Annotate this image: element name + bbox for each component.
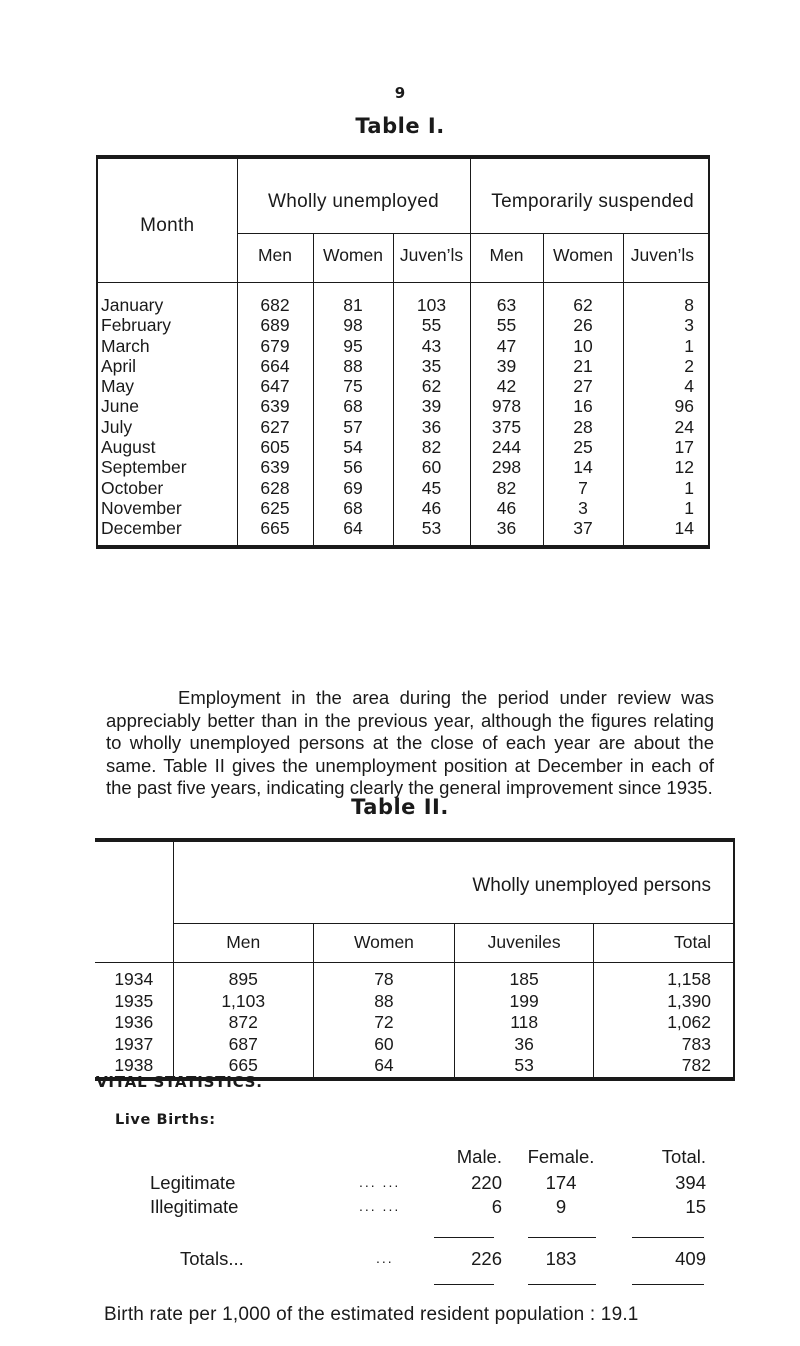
month-cell: June: [97, 396, 237, 416]
table-row: [97, 376, 709, 396]
value-cell: 57: [313, 417, 393, 437]
table-row: [95, 991, 734, 1013]
value-cell: 375: [470, 417, 543, 437]
table-row: [97, 315, 709, 335]
value-cell: 639: [237, 396, 313, 416]
value-cell: 62: [393, 376, 470, 396]
month-cell: February: [97, 315, 237, 335]
value-cell: 185: [455, 963, 594, 991]
sum-rule: [528, 1237, 596, 1238]
value-cell: 60: [393, 457, 470, 477]
month-cell: August: [97, 437, 237, 457]
value-cell: 46: [393, 498, 470, 518]
value-cell: 783: [681, 1033, 711, 1054]
month-cell: October: [97, 478, 237, 498]
value-cell: 8: [684, 295, 695, 315]
table-row: [97, 457, 709, 477]
value-cell: 16: [543, 396, 623, 416]
female-header: Female.: [527, 1146, 595, 1167]
value-cell: 56: [313, 457, 393, 477]
value-cell: 689: [237, 315, 313, 335]
illegitimate-female: 9: [555, 1196, 567, 1217]
value-cell: 39: [393, 396, 470, 416]
totals-male: 226: [471, 1248, 502, 1269]
value-cell: 46: [470, 498, 543, 518]
month-cell: September: [97, 457, 237, 477]
value-cell: 82: [470, 478, 543, 498]
value-cell: 26: [543, 315, 623, 335]
table-row: [95, 1012, 734, 1034]
value-cell: 1,062: [667, 1012, 711, 1033]
sum-rule: [434, 1237, 494, 1238]
total-rule: [434, 1284, 494, 1285]
col-header: Men: [237, 234, 313, 283]
value-cell: 54: [313, 437, 393, 457]
page-number: 9: [394, 84, 406, 102]
value-cell: 647: [237, 376, 313, 396]
table-row: [97, 498, 709, 518]
male-header: Male.: [456, 1146, 502, 1167]
col-header: Women: [313, 924, 454, 963]
month-cell: January: [97, 283, 237, 316]
value-cell: 605: [237, 437, 313, 457]
legitimate-female: 174: [545, 1172, 577, 1193]
col-header: Women: [543, 234, 623, 283]
value-cell: 45: [393, 478, 470, 498]
value-cell: 39: [470, 356, 543, 376]
value-cell: 36: [455, 1034, 594, 1056]
table-row: [97, 283, 709, 316]
year-cell: 1935: [95, 991, 173, 1013]
legitimate-label: Legitimate: [150, 1172, 236, 1193]
value-cell: 53: [393, 518, 470, 546]
birth-rate-line: Birth rate per 1,000 of the estimated resident population : 19.1: [104, 1304, 639, 1325]
value-cell: 25: [543, 437, 623, 457]
total-header: Total.: [661, 1146, 706, 1167]
value-cell: 4: [684, 376, 695, 397]
leader-dots: ... ...: [359, 1174, 401, 1190]
col-header: Juveniles: [455, 924, 594, 963]
value-cell: 27: [543, 376, 623, 396]
table-row: [97, 356, 709, 376]
value-cell: 1,103: [173, 991, 313, 1013]
value-cell: 665: [237, 518, 313, 546]
value-cell: 63: [470, 283, 543, 316]
value-cell: 37: [543, 518, 623, 546]
value-cell: 7: [543, 478, 623, 498]
year-cell: 1937: [95, 1034, 173, 1056]
value-cell: 687: [173, 1034, 313, 1056]
value-cell: 36: [470, 518, 543, 546]
total-rule: [528, 1284, 596, 1285]
value-cell: 664: [237, 356, 313, 376]
year-header: [95, 840, 173, 963]
table-row: [95, 963, 734, 991]
value-cell: 53: [455, 1055, 594, 1079]
value-cell: 35: [393, 356, 470, 376]
month-cell: April: [97, 356, 237, 376]
value-cell: 68: [313, 396, 393, 416]
month-cell: March: [97, 336, 237, 356]
value-cell: 60: [313, 1034, 454, 1056]
value-cell: 69: [313, 478, 393, 498]
value-cell: 872: [173, 1012, 313, 1034]
value-cell: 12: [674, 457, 695, 478]
col-header: Total: [594, 924, 734, 963]
totals-female: 183: [545, 1248, 577, 1269]
sum-rule: [632, 1237, 704, 1238]
value-cell: 625: [237, 498, 313, 518]
month-cell: July: [97, 417, 237, 437]
table-row: [97, 396, 709, 416]
value-cell: 96: [674, 396, 695, 417]
value-cell: 88: [313, 991, 454, 1013]
value-cell: 72: [313, 1012, 454, 1034]
group-header-wholly-persons: Wholly unemployed persons: [173, 840, 734, 924]
value-cell: 28: [543, 417, 623, 437]
year-cell: 1938: [95, 1055, 173, 1079]
year-cell: 1936: [95, 1012, 173, 1034]
value-cell: 64: [313, 1055, 454, 1079]
value-cell: 42: [470, 376, 543, 396]
value-cell: 17: [674, 437, 695, 458]
value-cell: 1: [684, 497, 695, 518]
value-cell: 55: [470, 315, 543, 335]
value-cell: 78: [313, 963, 454, 991]
value-cell: 2: [684, 355, 695, 376]
value-cell: 68: [313, 498, 393, 518]
group-header-wholly: Wholly unemployed: [237, 157, 470, 234]
table-row: [95, 1034, 734, 1056]
month-cell: November: [97, 498, 237, 518]
value-cell: 628: [237, 478, 313, 498]
value-cell: 1,390: [667, 990, 711, 1011]
value-cell: 43: [393, 336, 470, 356]
totals-total: 409: [675, 1248, 706, 1269]
month-cell: May: [97, 376, 237, 396]
value-cell: 782: [681, 1055, 711, 1076]
value-cell: 627: [237, 417, 313, 437]
value-cell: 81: [313, 283, 393, 316]
legitimate-male: 220: [471, 1172, 502, 1193]
month-cell: December: [97, 518, 237, 546]
value-cell: 298: [470, 457, 543, 477]
value-cell: 24: [674, 416, 695, 437]
value-cell: 36: [393, 417, 470, 437]
value-cell: 665: [173, 1055, 313, 1079]
value-cell: 199: [455, 991, 594, 1013]
employment-paragraph: [106, 687, 714, 800]
value-cell: 98: [313, 315, 393, 335]
value-cell: 21: [543, 356, 623, 376]
year-cell: 1934: [95, 963, 173, 991]
value-cell: 1,158: [667, 969, 711, 989]
illegitimate-total: 15: [685, 1196, 706, 1217]
group-header-suspended: Temporarily suspended: [470, 157, 709, 234]
legitimate-total: 394: [675, 1172, 706, 1193]
value-cell: 14: [543, 457, 623, 477]
value-cell: 103: [393, 283, 470, 316]
table-row: [97, 518, 709, 546]
value-cell: 1: [684, 477, 695, 498]
value-cell: 118: [455, 1012, 594, 1034]
value-cell: 679: [237, 336, 313, 356]
value-cell: 639: [237, 457, 313, 477]
table1: [96, 155, 710, 549]
table2-caption: Table II.: [351, 795, 449, 819]
value-cell: 62: [543, 283, 623, 316]
col-header: Juven’ls: [623, 234, 709, 283]
value-cell: 88: [313, 356, 393, 376]
value-cell: 3: [543, 498, 623, 518]
leader-dots: ... ...: [359, 1198, 401, 1214]
value-cell: 14: [674, 518, 695, 539]
col-header: Men: [173, 924, 313, 963]
totals-label: Totals...: [180, 1248, 244, 1269]
table2: [95, 838, 735, 1081]
value-cell: 682: [237, 283, 313, 316]
value-cell: 244: [470, 437, 543, 457]
value-cell: 895: [173, 963, 313, 991]
total-rule: [632, 1284, 704, 1285]
value-cell: 10: [543, 336, 623, 356]
value-cell: 978: [470, 396, 543, 416]
col-header: Women: [313, 234, 393, 283]
col-header: Juven’ls: [393, 234, 470, 283]
month-header: Month: [97, 157, 237, 283]
value-cell: 3: [684, 315, 695, 336]
table-row: [97, 417, 709, 437]
value-cell: 1: [684, 335, 695, 356]
value-cell: 75: [313, 376, 393, 396]
table-row: [97, 437, 709, 457]
value-cell: 82: [393, 437, 470, 457]
live-births-subheading: Live Births:: [115, 1112, 216, 1128]
paragraph-text: Employment in the area during the period under review was appreciably better than in the previous year, although the figures relating to wholly unemployed persons at the close of each year are about the same. Table II gives the unemployment position at December in each of the past five years, indicating clearly the general improvement since 1935.: [106, 687, 714, 799]
value-cell: 55: [393, 315, 470, 335]
value-cell: 64: [313, 518, 393, 546]
value-cell: 47: [470, 336, 543, 356]
col-header: Men: [470, 234, 543, 283]
table-row: [97, 478, 709, 498]
vital-statistics-heading: VITAL STATISTICS.: [96, 1073, 263, 1091]
illegitimate-male: 6: [491, 1196, 502, 1217]
leader-dots: ...: [376, 1250, 394, 1266]
table-row: [97, 336, 709, 356]
table1-caption: Table I.: [355, 114, 445, 138]
value-cell: 95: [313, 336, 393, 356]
illegitimate-label: Illegitimate: [150, 1196, 239, 1217]
